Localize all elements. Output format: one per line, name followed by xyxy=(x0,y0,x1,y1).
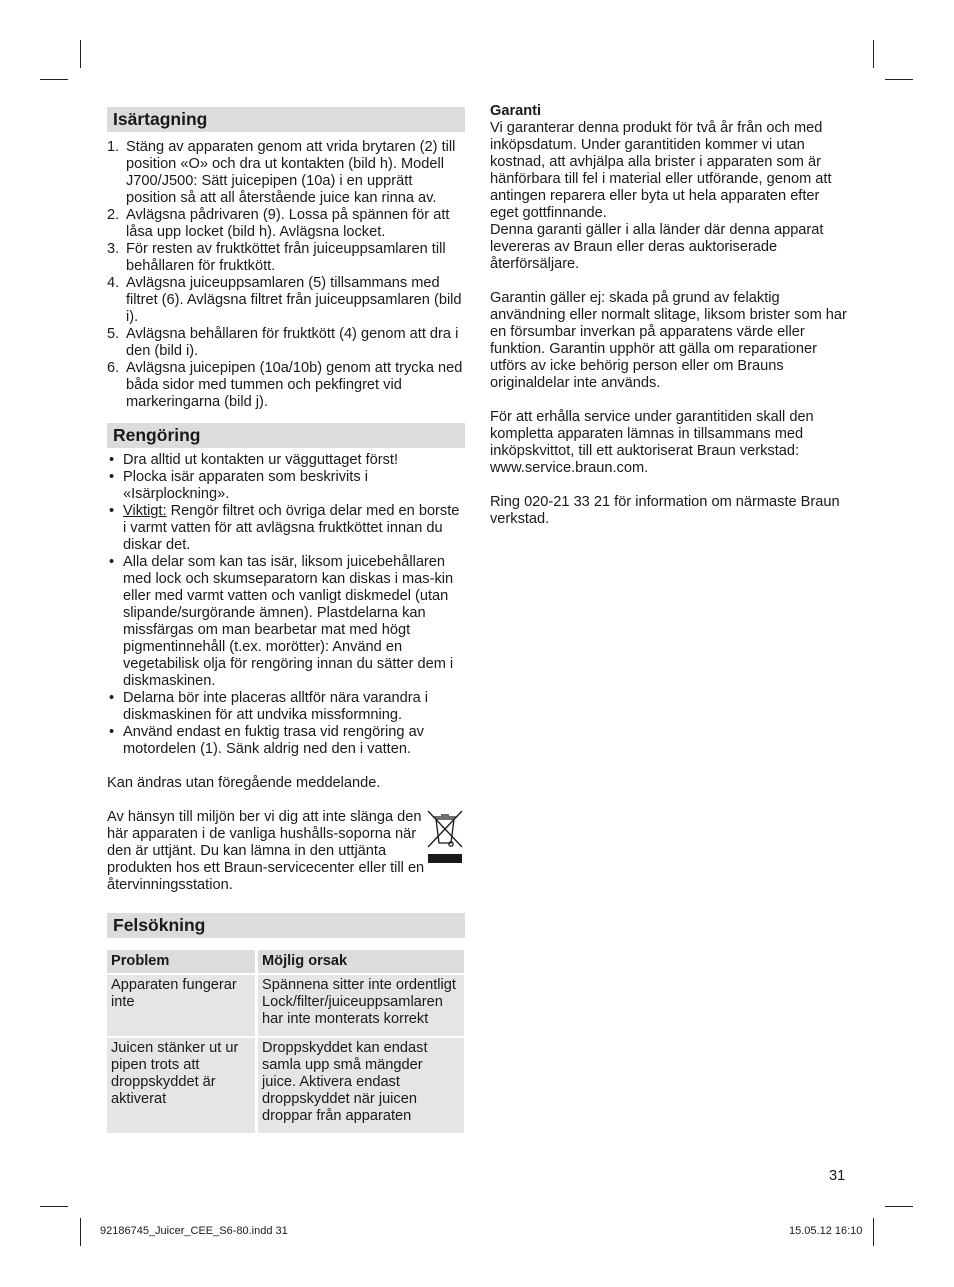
list-item xyxy=(107,724,465,758)
list-item xyxy=(107,503,465,554)
warranty-phone: Ring 020-21 33 21 för information om närmaste Braun verkstad. xyxy=(490,494,840,527)
step-number: 5. xyxy=(107,326,120,342)
change-notice: Kan ändras utan föregående meddelande. xyxy=(107,775,381,791)
crop-mark xyxy=(80,40,81,68)
step-text: Stäng av apparaten genom att vrida brytaren (2) till position «O» och dra ut kontakten (bild h). Modell J700/J500: Sätt juicepipen (10a) i en upprätt position så att all återstående juice kan rinna av. xyxy=(126,139,456,206)
disassembly-heading: Isärtagning xyxy=(107,107,465,132)
crop-mark xyxy=(40,1206,68,1207)
bullet-icon: • xyxy=(109,452,115,468)
right-column xyxy=(490,103,850,528)
column-header-cause: Möjlig orsak xyxy=(258,950,464,973)
table-row xyxy=(107,1038,464,1133)
cleaning-list xyxy=(107,452,465,758)
list-item xyxy=(107,139,465,207)
bullet-text: Rengör filtret och övriga delar med en borste i varmt vatten för att avlägsna fruktköttet innan du diskar det. xyxy=(123,503,460,553)
bullet-text: Alla delar som kan tas isär, liksom juicebehållaren med lock och skumseparatorn kan diskas i mas-kin eller med varmt vatten och vanligt diskmedel (utan slipande/surgörande ämnen). Plastdelarna kan missfärgas om man bearbetar mat med högt pigmentinnehåll (t.ex. morötter): Använd en vegetabilisk olja för rengöring innan du sätter dem i diskmaskinen. xyxy=(123,554,454,689)
environment-notice xyxy=(107,809,465,894)
step-text: Avlägsna pådrivaren (9). Lossa på spännen för att låsa upp locket (bild h). Avlägsna locket. xyxy=(126,207,450,240)
step-number: 1. xyxy=(107,139,120,155)
bullet-text: Plocka isär apparaten som beskrivits i «Isärplockning». xyxy=(123,469,368,502)
list-item xyxy=(107,326,465,360)
page-number: 31 xyxy=(829,1168,846,1184)
bullet-icon: • xyxy=(109,690,115,706)
list-item xyxy=(107,452,465,469)
list-item xyxy=(107,690,465,724)
disassembly-steps xyxy=(107,139,465,411)
cleaning-heading: Rengöring xyxy=(107,423,465,448)
crop-mark xyxy=(873,40,874,68)
problem-cell: Apparaten fungerar inte xyxy=(107,975,258,1036)
crop-mark xyxy=(885,1206,913,1207)
warranty-paragraph: Vi garanterar denna produkt för två år från och med inköpsdatum. Under garantitiden kommer vi utan kostnad, att avhjälpa alla brister i apparaten som är hänförbara till fel i material eller utförande, genom att antingen reparera eller byta ut hela apparaten efter eget gottfinnande. xyxy=(490,120,832,221)
important-label: Viktigt: xyxy=(123,503,167,519)
list-item xyxy=(107,207,465,241)
list-item xyxy=(107,241,465,275)
warranty-exclusions: Garantin gäller ej: skada på grund av felaktig användning eller normalt slitage, liksom brister som har en försumbar inverkan på apparatens värde eller funktion. Garantin upphör att gälla om reparationer utförs av icke behörig person eller om Brauns originaldelar inte används. xyxy=(490,290,847,391)
bullet-icon: • xyxy=(109,554,115,570)
table-row xyxy=(107,975,464,1036)
step-number: 2. xyxy=(107,207,120,223)
step-text: Avlägsna behållaren för fruktkött (4) genom att dra i den (bild i). xyxy=(126,326,459,359)
warranty-paragraph: Denna garanti gäller i alla länder där denna apparat levereras av Braun eller deras auktoriserade återförsäljare. xyxy=(490,222,824,272)
crop-mark xyxy=(873,1218,874,1246)
environment-text: Av hänsyn till miljön ber vi dig att inte slänga den här apparaten i de vanliga hushålls-soporna när den är uttjänt. Du kan lämna in den uttjänta produkten hos ett Braun-servicecenter eller till en återvinningsstation. xyxy=(107,809,425,893)
step-number: 6. xyxy=(107,360,120,376)
crop-mark xyxy=(885,79,913,80)
step-number: 3. xyxy=(107,241,120,257)
step-number: 4. xyxy=(107,275,120,291)
list-item xyxy=(107,469,465,503)
table-header-row xyxy=(107,950,464,973)
bullet-text: Använd endast en fuktig trasa vid rengöring av motordelen (1). Sänk aldrig ned den i vatten. xyxy=(123,724,424,757)
step-text: Avlägsna juiceuppsamlaren (5) tillsammans med filtret (6). Avlägsna filtret från juiceuppsamlaren (bild i). xyxy=(126,275,462,325)
bullet-icon: • xyxy=(109,503,115,519)
column-header-problem: Problem xyxy=(107,950,258,973)
list-item xyxy=(107,554,465,690)
left-column xyxy=(107,107,465,1135)
list-item xyxy=(107,360,465,411)
troubleshooting-table xyxy=(107,948,464,1135)
bullet-text: Delarna bör inte placeras alltför nära varandra i diskmaskinen för att undvika missformning. xyxy=(123,690,429,723)
crossed-out-wheelie-bin-icon xyxy=(427,809,463,865)
problem-cell: Juicen stänker ut ur pipen trots att droppskyddet är aktiverat xyxy=(107,1038,258,1133)
troubleshooting-heading: Felsökning xyxy=(107,913,465,938)
cause-cell: Droppskyddet kan endast samla upp små mängder juice. Aktivera endast droppskyddet när juicen droppar från apparaten xyxy=(258,1038,464,1133)
footer-file: 92186745_Juicer_CEE_S6-80.indd 31 xyxy=(100,1225,288,1237)
crop-mark xyxy=(40,79,68,80)
warranty-heading: Garanti xyxy=(490,103,542,119)
crop-mark xyxy=(80,1218,81,1246)
bullet-icon: • xyxy=(109,469,115,485)
bullet-text: Dra alltid ut kontakten ur vägguttaget först! xyxy=(123,452,399,468)
step-text: För resten av fruktköttet från juiceuppsamlaren till behållaren för fruktkött. xyxy=(126,241,446,274)
step-text: Avlägsna juicepipen (10a/10b) genom att trycka ned båda sidor med tummen och pekfingret vid markeringarna (bild j). xyxy=(126,360,463,410)
list-item xyxy=(107,275,465,326)
bullet-icon: • xyxy=(109,724,115,740)
footer-date: 15.05.12 16:10 xyxy=(789,1225,863,1237)
cause-cell: Spännena sitter inte ordentligt Lock/filter/juiceuppsamlaren har inte monterats korrekt xyxy=(258,975,464,1036)
warranty-service: För att erhålla service under garantitiden skall den kompletta apparaten lämnas in tillsammans med inköpskvittot, till ett auktoriserat Braun verkstad: www.service.braun.com. xyxy=(490,409,814,476)
